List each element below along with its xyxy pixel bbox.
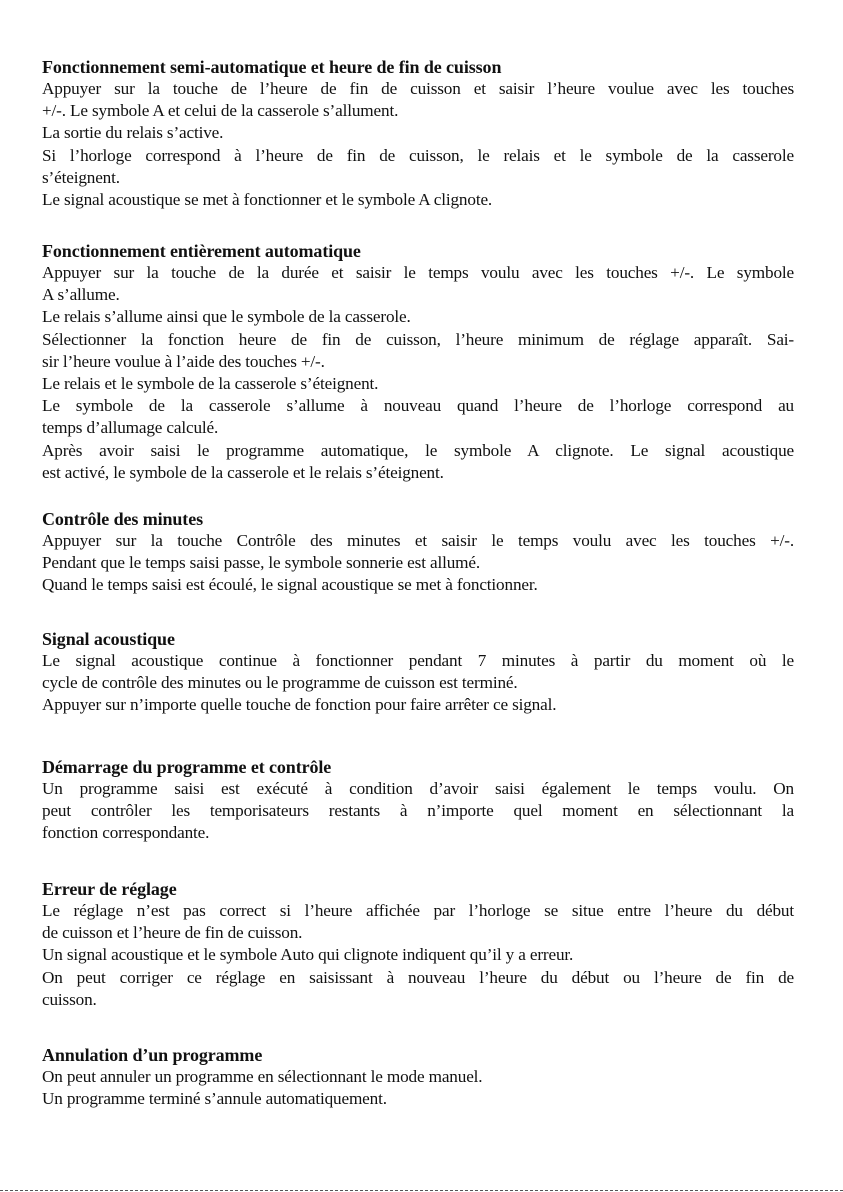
section-entierement-automatique [42, 240, 794, 484]
paragraph-line: sir l’heure voulue à l’aide des touches +/-. [42, 351, 325, 371]
section-heading: Contrôle des minutes [42, 509, 203, 529]
paragraph-line: Appuyer sur la touche Contrôle des minutes et saisir le temps voulu avec les touches +/-. [42, 531, 794, 550]
section-heading: Signal acoustique [42, 629, 175, 649]
paragraph-line: Un programme terminé s’annule automatiquement. [42, 1089, 387, 1109]
section-heading: Démarrage du programme et contrôle [42, 757, 332, 777]
paragraph-line: Le signal acoustique se met à fonctionner et le symbole A clignote. [42, 190, 493, 210]
paragraph-line: Le relais s’allume ainsi que le symbole de la casserole. [42, 307, 411, 327]
paragraph-line: Si l’horloge correspond à l’heure de fin de cuisson, le relais et le symbole de la casserole [42, 145, 794, 165]
paragraph-line: On peut corriger ce réglage en saisissant à nouveau l’heure du début ou l’heure de fin de [42, 967, 794, 987]
paragraph-line: cycle de contrôle des minutes ou le programme de cuisson est terminé. [42, 673, 518, 693]
paragraph-line: On peut annuler un programme en sélectionnant le mode manuel. [42, 1067, 483, 1086]
section-heading: Erreur de réglage [42, 879, 177, 899]
paragraph-line: s’éteignent. [42, 167, 120, 187]
paragraph-line: Appuyer sur la touche de l’heure de fin de cuisson et saisir l’heure voulue avec les touches [42, 79, 794, 98]
paragraph-line: Un programme saisi est exécuté à condition d’avoir saisi également le temps voulu. On [42, 779, 794, 798]
paragraph-line: Appuyer sur n’importe quelle touche de fonction pour faire arrêter ce signal. [42, 695, 557, 715]
section-heading: Fonctionnement semi-automatique et heure de fin de cuisson [42, 57, 502, 77]
paragraph-line: Appuyer sur la touche de la durée et saisir le temps voulu avec les touches +/-. Le symbole [42, 263, 794, 282]
section-heading: Fonctionnement entièrement automatique [42, 241, 361, 261]
section-erreur-reglage [42, 878, 794, 1011]
paragraph-line: Après avoir saisi le programme automatique, le symbole A clignote. Le signal acoustique [42, 440, 794, 460]
paragraph-line: est activé, le symbole de la casserole et le relais s’éteignent. [42, 462, 444, 482]
paragraph-line: La sortie du relais s’active. [42, 123, 224, 143]
paragraph-line: de cuisson et l’heure de fin de cuisson. [42, 923, 303, 943]
paragraph-line: Quand le temps saisi est écoulé, le signal acoustique se met à fonctionner. [42, 575, 538, 595]
paragraph-line: fonction correspondante. [42, 823, 210, 843]
page-bottom-rule [0, 1190, 843, 1191]
paragraph-line: Le réglage n’est pas correct si l’heure affichée par l’horloge se situe entre l’heure du début [42, 901, 794, 920]
paragraph-line: Le signal acoustique continue à fonctionner pendant 7 minutes à partir du moment où le [42, 651, 794, 670]
paragraph-line: Un signal acoustique et le symbole Auto qui clignote indiquent qu’il y a erreur. [42, 945, 574, 965]
paragraph-line: Le symbole de la casserole s’allume à nouveau quand l’heure de l’horloge correspond au [42, 396, 794, 416]
section-signal-acoustique [42, 628, 794, 717]
paragraph-line: peut contrôler les temporisateurs restants à n’importe quel moment en sélectionnant la [42, 801, 794, 821]
section-demarrage-programme [42, 756, 794, 845]
paragraph-line: Sélectionner la fonction heure de fin de cuisson, l’heure minimum de réglage apparaît. Sai- [42, 329, 794, 349]
paragraph-line: Le relais et le symbole de la casserole s’éteignent. [42, 374, 379, 394]
paragraph-line: cuisson. [42, 989, 97, 1009]
paragraph-line: temps d’allumage calculé. [42, 418, 219, 438]
section-annulation-programme [42, 1044, 794, 1110]
section-semi-automatique [42, 56, 794, 211]
paragraph-line: +/-. Le symbole A et celui de la casserole s’allument. [42, 101, 399, 121]
section-heading: Annulation d’un programme [42, 1045, 263, 1065]
section-controle-minutes [42, 508, 794, 597]
paragraph-line: Pendant que le temps saisi passe, le symbole sonnerie est allumé. [42, 553, 480, 573]
paragraph-line: A s’allume. [42, 285, 120, 305]
